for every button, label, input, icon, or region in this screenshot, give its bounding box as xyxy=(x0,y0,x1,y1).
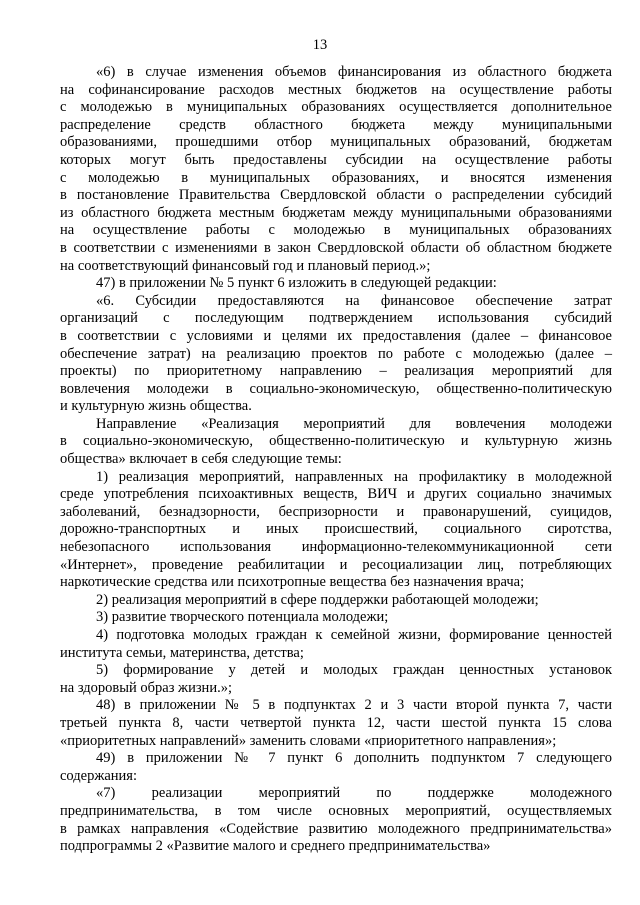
paragraph-line: распределение средств областного бюджета между муниципальными xyxy=(60,116,612,133)
paragraph-line: в постановление Правительства Свердловской области о распределении субсидий xyxy=(60,187,612,204)
paragraph-line: с молодежью в муниципальных образованиях осуществляется дополнительное xyxy=(60,99,612,116)
paragraph-line: в рамках направления «Содействие развитию молодежного предпринимательства» xyxy=(60,820,612,837)
document-body xyxy=(60,64,612,856)
paragraph-line: «6) в случае изменения объемов финансирования из областного бюджета xyxy=(96,64,612,80)
page-number: 13 xyxy=(312,37,328,53)
paragraph-line: 5) формирование у детей и молодых граждан ценностных установок xyxy=(96,662,612,679)
paragraph-line: среде употребления психоактивных веществ, ВИЧ и других социально значимых xyxy=(60,486,612,503)
paragraph-line: 2) реализация мероприятий в сфере поддержки работающей молодежи; xyxy=(96,591,539,608)
paragraph-line: образованиями, прошедшими отбор муниципальных образований, бюджетам xyxy=(60,134,612,151)
paragraph-line: 48) в приложении № 5 в подпунктах 2 и 3 части второй пункта 7, части xyxy=(96,697,612,714)
paragraph-line: «7) реализации мероприятий по поддержке молодежного xyxy=(96,785,612,802)
paragraph-line: вовлечения молодежи в социально-экономическую, общественно-политическую xyxy=(60,380,612,397)
paragraph-line: института семьи, материнства, детства; xyxy=(60,644,304,661)
paragraph-line: заболеваний, безнадзорности, беспризорности и правонарушений, суицидов, xyxy=(60,503,612,520)
paragraph-line: в соответствии с изменениями в закон Свердловской области об областном бюджете xyxy=(60,239,612,256)
paragraph-line: из областного бюджета местным бюджетам между муниципальными образованиями xyxy=(60,204,612,221)
paragraph-line: с молодежью в муниципальных образованиях, и вносятся изменения xyxy=(60,169,612,186)
paragraph-line: дорожно-транспортных и иных происшествий, социального сиротства, xyxy=(60,521,612,538)
paragraph-line: в социально-экономическую, общественно-политическую и культурную жизнь xyxy=(60,433,612,450)
paragraph-line: организаций с последующим подтверждением использования субсидий xyxy=(60,310,612,327)
paragraph-line: и культурную жизнь общества. xyxy=(60,398,252,415)
paragraph-line: небезопасного использования информационно-телекоммуникационной сети xyxy=(60,539,612,556)
paragraph-line: 3) развитие творческого потенциала молодежи; xyxy=(96,609,389,626)
paragraph-line: «Интернет», проведение реабилитации и ресоциализации лиц, потребляющих xyxy=(60,556,612,573)
paragraph-line: наркотические средства или психотропные вещества без назначения врача; xyxy=(60,574,525,591)
paragraph-line: проекты) по приоритетному направлению – реализация мероприятий для xyxy=(60,363,612,380)
paragraph-line: третьей пункта 8, части четвертой пункта 12, части шестой пункта 15 слова xyxy=(60,714,612,731)
paragraph-line: которых могут быть предоставлены субсидии на осуществление работы xyxy=(60,151,612,168)
paragraph-line: общества» включает в себя следующие темы: xyxy=(60,451,342,468)
paragraph-line: подпрограммы 2 «Развитие малого и среднего предпринимательства» xyxy=(60,838,491,855)
paragraph-line: в соответствии с условиями и целями их предоставления (далее – финансовое xyxy=(60,327,612,344)
paragraph-line: 4) подготовка молодых граждан к семейной жизни, формирование ценностей xyxy=(96,627,612,643)
paragraph-line: «6. Субсидии предоставляются на финансовое обеспечение затрат xyxy=(96,292,612,309)
paragraph-line: 49) в приложении № 7 пункт 6 дополнить подпунктом 7 следующего xyxy=(96,750,612,767)
paragraph-line: содержания: xyxy=(60,767,138,784)
paragraph-line: Направление «Реализация мероприятий для вовлечения молодежи xyxy=(96,415,612,432)
paragraph-line: предпринимательства, в том числе основных мероприятий, осуществляемых xyxy=(60,802,612,819)
paragraph-line: на софинансирование расходов местных бюджетов на осуществление работы xyxy=(60,81,612,98)
paragraph-line: «приоритетных направлений» заменить словами «приоритетного направления»; xyxy=(60,732,557,749)
paragraph-line: на соответствующий финансовый год и плановый период.»; xyxy=(60,257,431,274)
paragraph-line: на здоровый образ жизни.»; xyxy=(60,679,232,696)
paragraph-line: 47) в приложении № 5 пункт 6 изложить в следующей редакции: xyxy=(96,275,497,292)
paragraph-line: на осуществление работы с молодежью в муниципальных образованиях xyxy=(60,222,612,239)
paragraph-line: 1) реализация мероприятий, направленных на профилактику в молодежной xyxy=(96,468,612,485)
paragraph-line: обеспечение затрат) на реализацию проектов по работе с молодежью (далее – xyxy=(60,345,612,362)
